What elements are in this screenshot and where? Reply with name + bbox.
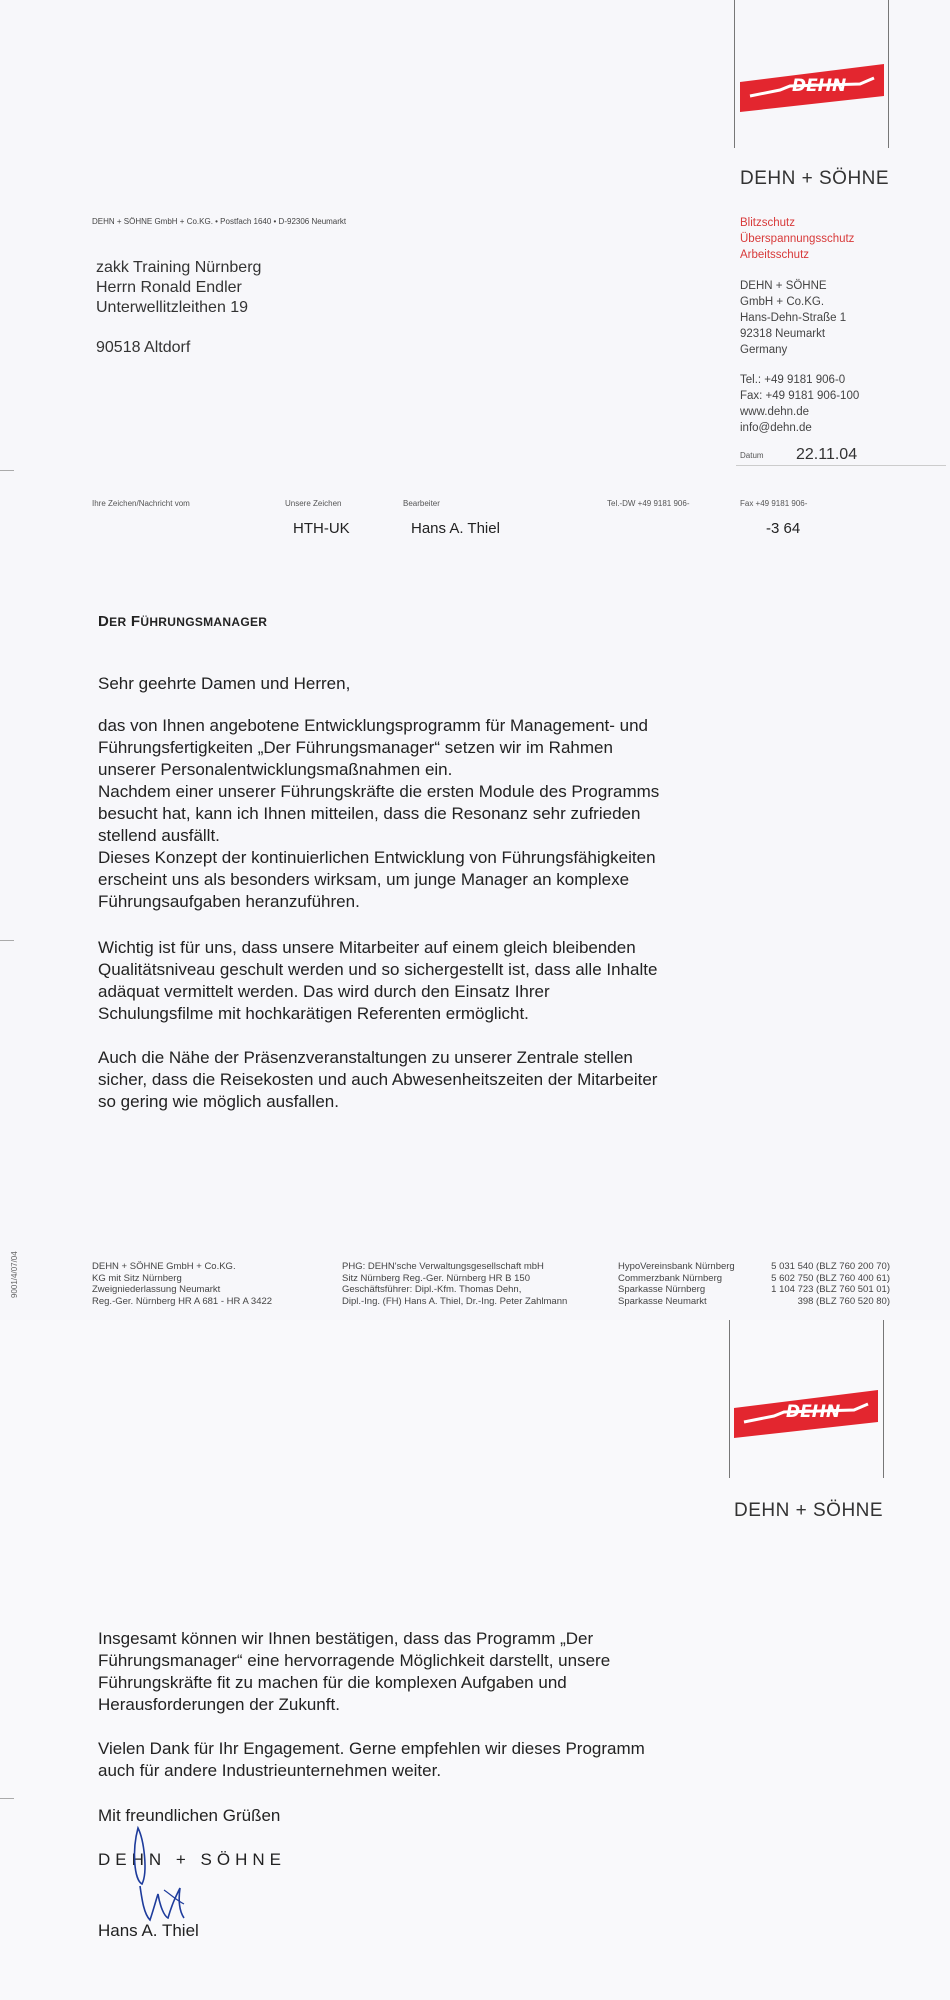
- recipient-line: zakk Training Nürnberg: [96, 259, 262, 276]
- body-paragraph-2: [98, 937, 758, 1025]
- signature-company: DEHN + SÖHNE: [98, 1850, 286, 1869]
- footer-line: HypoVereinsbank Nürnberg: [618, 1261, 735, 1272]
- letterhead-rule-right: [883, 1320, 884, 1478]
- text-line: stellend ausfällt.: [98, 826, 220, 845]
- tagline: Arbeitsschutz: [740, 249, 810, 261]
- fold-mark: [0, 940, 14, 941]
- ref-label-unsere-zeichen: Unsere Zeichen: [285, 499, 342, 508]
- ref-label-tel-dw: Tel.-DW +49 9181 906-: [607, 499, 690, 508]
- company-address: [740, 278, 846, 358]
- text-line: so gering wie möglich ausfallen.: [98, 1092, 339, 1111]
- text-line: Herausforderungen der Zukunft.: [98, 1695, 340, 1714]
- text-line: sicher, dass die Reisekosten und auch Abwesenheitszeiten der Mitarbeiter: [98, 1070, 658, 1089]
- footer-line: Sparkasse Nürnberg: [618, 1284, 706, 1295]
- signature-graphic: [124, 1820, 214, 1930]
- ref-label-fax: Fax +49 9181 906-: [740, 499, 808, 508]
- signer-name: Hans A. Thiel: [98, 1921, 199, 1940]
- text-line: erscheint uns als besonders wirksam, um junge Manager an komplexe: [98, 870, 630, 889]
- footer-line: Commerzbank Nürnberg: [618, 1272, 723, 1284]
- fold-line: [736, 465, 946, 466]
- closing: Mit freundlichen Grüßen: [98, 1806, 281, 1825]
- contact-fax: Fax: +49 9181 906-100: [740, 390, 860, 402]
- text-line: Dieses Konzept der kontinuierlichen Entwicklung von Führungsfähigkeiten: [98, 848, 656, 867]
- subject-initial: F: [130, 613, 141, 630]
- tagline: Überspannungsschutz: [740, 233, 855, 245]
- dehn-logo: [740, 64, 884, 112]
- fold-mark: [0, 470, 14, 471]
- letterhead-rule-left: [729, 1320, 730, 1478]
- text-line: Führungskräfte fit zu machen für die komplexen Aufgaben und: [98, 1673, 567, 1692]
- text-line: Qualitätsniveau geschult werden und so sichergestellt ist, dass alle Inhalte: [98, 960, 658, 979]
- dehn-logo-text: DEHN: [786, 1402, 841, 1422]
- footer-line: 398 (BLZ 760 520 80): [797, 1295, 890, 1307]
- subject-initial: D: [98, 613, 110, 630]
- footer-management: [342, 1261, 567, 1307]
- subject-smallcaps: ER: [109, 615, 127, 629]
- body-paragraph-5: [98, 1738, 758, 1782]
- date-value: 22.11.04: [796, 446, 858, 463]
- body-paragraph-4: [98, 1628, 758, 1716]
- text-line: Schulungsfilme mit hochkarätigen Referenten ermöglicht.: [98, 1004, 529, 1023]
- footer-line: 5 031 540 (BLZ 760 200 70): [771, 1261, 890, 1272]
- company-address-line: GmbH + Co.KG.: [740, 296, 825, 308]
- body-paragraph-3: [98, 1047, 758, 1113]
- contact-phone: Tel.: +49 9181 906-0: [740, 374, 846, 386]
- text-line: das von Ihnen angebotene Entwicklungsprogramm für Management- und: [98, 716, 649, 735]
- text-line: Führungsmanager“ eine hervorragende Möglichkeit darstellt, unsere: [98, 1651, 611, 1670]
- text-line: besucht hat, kann ich Ihnen mitteilen, dass die Resonanz sehr zufrieden: [98, 804, 641, 823]
- company-address-line: Germany: [740, 344, 788, 356]
- dehn-logo-text: DEHN: [792, 76, 847, 96]
- letter-page-2: [0, 1320, 950, 2000]
- form-code: 9001/4/07/04: [10, 1251, 19, 1298]
- sender-line: DEHN + SÖHNE GmbH + Co.KG. • Postfach 1640 • D-92306 Neumarkt: [92, 217, 347, 226]
- ref-label-ihre-zeichen: Ihre Zeichen/Nachricht vom: [92, 499, 190, 508]
- company-address-line: Hans-Dehn-Straße 1: [740, 312, 847, 324]
- footer-line: PHG: DEHN'sche Verwaltungsgesellschaft mbH: [342, 1261, 544, 1272]
- dehn-logo: [734, 1390, 878, 1438]
- text-line: Wichtig ist für uns, dass unsere Mitarbeiter auf einem gleich bleibenden: [98, 938, 636, 957]
- text-line: unserer Personalentwicklungsmaßnahmen ein.: [98, 760, 453, 779]
- subject-smallcaps: ÜHRUNGSMANAGER: [140, 615, 268, 629]
- company-contact: [740, 372, 859, 436]
- contact-website: www.dehn.de: [740, 406, 810, 418]
- footer-line: Sparkasse Neumarkt: [618, 1295, 707, 1307]
- recipient-line: Herrn Ronald Endler: [96, 279, 242, 296]
- company-name: DEHN + SÖHNE: [734, 1500, 884, 1521]
- text-line: adäquat vermittelt werden. Das wird durch den Einsatz Ihrer: [98, 982, 550, 1001]
- company-address-line: DEHN + SÖHNE: [740, 280, 827, 292]
- letterhead-rule-left: [734, 0, 735, 148]
- letterhead-rule-right: [888, 0, 889, 148]
- footer-line: Zweigniederlassung Neumarkt: [92, 1284, 221, 1295]
- footer-line: DEHN + SÖHNE GmbH + Co.KG.: [92, 1261, 236, 1272]
- ref-unsere-zeichen: HTH-UK: [293, 520, 350, 537]
- text-line: Führungsaufgaben heranzuführen.: [98, 892, 360, 911]
- text-line: Auch die Nähe der Präsenzveranstaltungen zu unserer Zentrale stellen: [98, 1048, 633, 1067]
- footer-line: 1 104 723 (BLZ 760 501 01): [771, 1284, 890, 1295]
- footer-line: 5 602 750 (BLZ 760 400 61): [771, 1272, 890, 1284]
- company-name: DEHN + SÖHNE: [740, 168, 890, 189]
- contact-email: info@dehn.de: [740, 422, 812, 434]
- footer-line: KG mit Sitz Nürnberg: [92, 1272, 182, 1284]
- footer-line: Dipl.-Ing. (FH) Hans A. Thiel, Dr.-Ing. Peter Zahlmann: [342, 1295, 568, 1307]
- ref-label-bearbeiter: Bearbeiter: [403, 499, 440, 508]
- footer-company: [92, 1261, 272, 1307]
- text-line: auch für andere Industrieunternehmen weiter.: [98, 1761, 442, 1780]
- footer-line: Reg.-Ger. Nürnberg HR A 681 - HR A 3422: [92, 1295, 273, 1307]
- text-line: Führungsfertigkeiten „Der Führungsmanager“ setzen wir im Rahmen: [98, 738, 613, 757]
- recipient-city: 90518 Altdorf: [96, 339, 191, 356]
- fold-mark: [0, 1798, 14, 1799]
- text-line: Vielen Dank für Ihr Engagement. Gerne empfehlen wir dieses Programm: [98, 1739, 645, 1758]
- ref-fax: -3 64: [766, 520, 801, 537]
- footer-line: Sitz Nürnberg Reg.-Ger. Nürnberg HR B 150: [342, 1272, 530, 1284]
- company-address-line: 92318 Neumarkt: [740, 328, 826, 340]
- ref-bearbeiter: Hans A. Thiel: [411, 520, 500, 537]
- footer-accounts: [754, 1261, 890, 1307]
- subject-line: [98, 613, 267, 630]
- date-label: Datum: [740, 451, 764, 460]
- footer-banks: [618, 1261, 735, 1307]
- body-paragraph-1: [98, 715, 758, 913]
- tagline: Blitzschutz: [740, 217, 795, 229]
- footer-line: Geschäftsführer: Dipl.-Kfm. Thomas Dehn,: [342, 1284, 522, 1295]
- recipient-address: [96, 258, 261, 318]
- text-line: Nachdem einer unserer Führungskräfte die ersten Module des Programms: [98, 782, 660, 801]
- recipient-line: Unterwellitzleithen 19: [96, 299, 249, 316]
- text-line: Insgesamt können wir Ihnen bestätigen, dass das Programm „Der: [98, 1629, 594, 1648]
- taglines: [740, 215, 854, 263]
- salutation: Sehr geehrte Damen und Herren,: [98, 674, 351, 693]
